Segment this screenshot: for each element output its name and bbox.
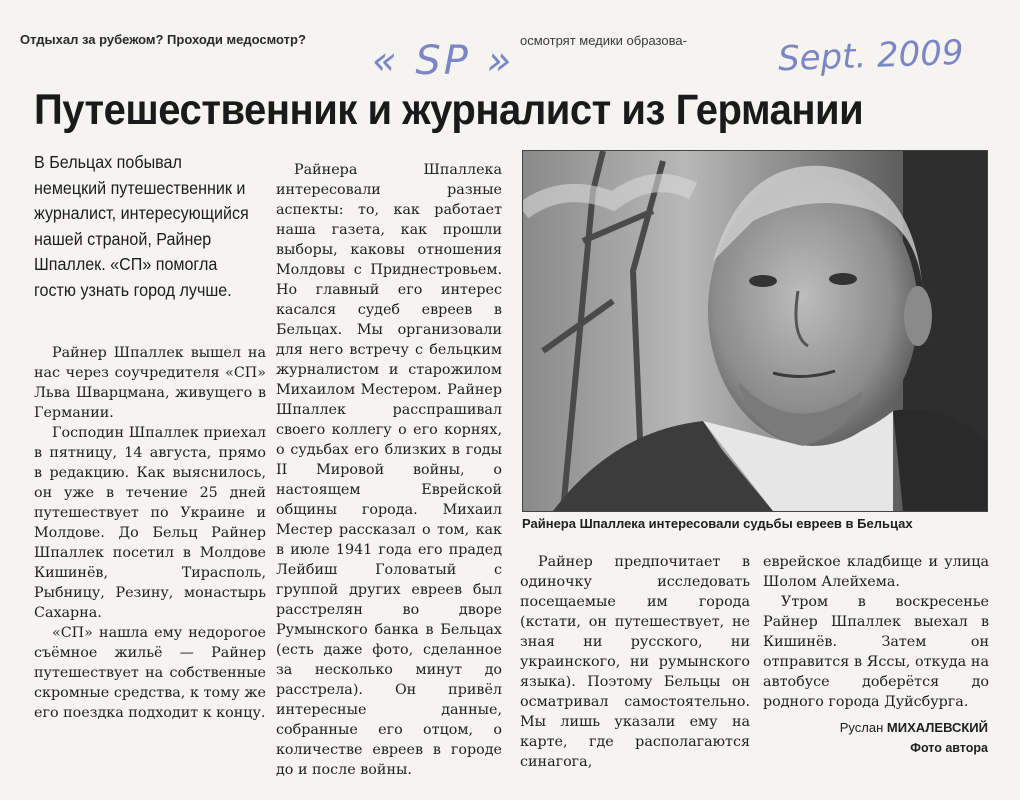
paragraph: Господин Шпаллек приехал в пятницу, 14 августа, прямо в редакцию. Как выяснилось, он уже в течение 25 дней путешествует по Украине и Молдове. До Бельц Райнер Шпаллек посетил в Молдове Кишинёв, Тирасполь, Рыбницу, Резину, монастырь Сахарна. [34,425,266,621]
paragraph: «СП» нашла ему недорогое съёмное жильё — Райнер путешествует на собственные скромные средства, к тому же его поездка подходит к концу. [34,625,266,721]
paragraph: Утром в воскресенье Райнер Шпаллек выехал в Кишинёв. Затем он отправится в Яссы, откуда на автобусе доберётся до родного города Дуйсбурга. [763,594,989,710]
article-lead: В Бельцах побывал немецкий путешественник и журналист, интересующийся нашей страной, Райнер Шпаллек. «СП» помогла гостю узнать город лучше. [34,152,249,300]
article-photo [522,150,988,512]
article-headline: Путешественник и журналист из Германии [34,86,864,134]
author-first-name: Руслан [839,720,884,735]
article-column-1 [34,343,266,723]
paragraph: Райнера Шпаллека интересовали разные аспекты: то, как работает наша газета, как прошли выборы, каковы отношения Молдовы с Приднестровьем. Но главный его интерес касался судеб евреев в Бельцах. Мы организовали для него встречу с бельцким журналистом и старожилом Михаилом Местером. Райнер Шпаллек расспрашивал своего коллегу о его корнях, о судьбах его близких в годы II Мировой войны, о настоящем Еврейской общины города. Михаил Местер рассказал о том, как в июле 1941 года его прадед Лейбиш Головатый с группой других евреев был расстрелян во дворе Румынского банка в Бельцах (есть даже фото, сделанное за несколько минут до расстрела). Он привёл интересные данные, собранные его отцом, о количестве евреев в городе до и после войны. [276,162,502,778]
photo-credit: Фото автора [910,741,988,755]
handwritten-date: Sept. 2009 [777,32,965,80]
photo-caption: Райнера Шпаллека интересовали судьбы евреев в Бельцах [522,516,913,531]
previous-article-tail: осмотрят медики образова- [520,33,687,48]
paragraph: Райнер предпочитает в одиночку исследовать посещаемые им города (кстати, он путешествует, не зная ни русского, ни украинского, ни румынского языка). Поэтому Бельцы он осматривал самостоятельно. Мы лишь указали ему на карте, где располагаются синагога, [520,554,750,770]
author-byline [840,720,988,735]
article-column-3 [520,552,750,772]
paragraph: Райнер Шпаллек вышел на нас через соучредителя «СП» Льва Шварцмана, живущего в Германии. [34,345,266,421]
handwritten-source-mark: « SP » [372,38,515,84]
portrait-photo-image [523,151,987,511]
article-column-4 [763,552,989,712]
paragraph-continuation: еврейское кладбище и улица Шолом Алейхема. [763,554,989,590]
section-kicker: Отдыхал за рубежом? Проходи медосмотр? [20,32,306,47]
article-column-2 [276,160,502,780]
author-last-name: МИХАЛЕВСКИЙ [886,720,988,735]
